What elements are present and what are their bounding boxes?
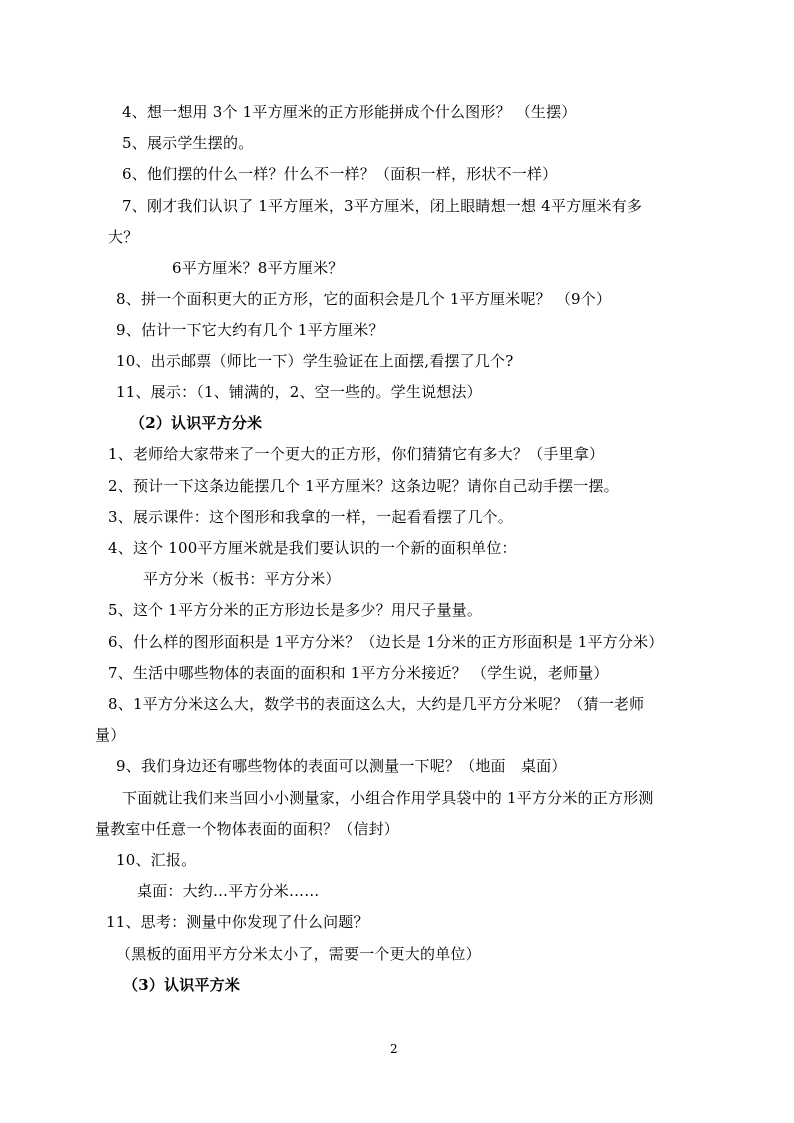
text-line-19: 8、1平方分米这么大，数学书的表面这么大，大约是几平方分米呢？（猜一老师 [108, 695, 645, 713]
text-line-4: 7、刚才我们认识了 1平方厘米，3平方厘米，闭上眼睛想一想 4平方厘米有多 [122, 197, 643, 215]
text-line-1: 4、想一想用 3个 1平方厘米的正方形能拼成个什么图形？ （生摆） [122, 103, 577, 121]
text-line-10: 11、展示：（1、铺满的，2、空一些的。学生说想法） [116, 383, 482, 401]
text-line-17: 6、什么样的图形面积是 1平方分米？（边长是 1分米的正方形面积是 1平方分米） [108, 633, 664, 651]
text-line-8: 9、估计一下它大约有几个 1平方厘米？ [116, 321, 384, 339]
text-line-12: 2、预计一下这条边能摆几个 1平方厘米？这条边呢？请你自己动手摆一摆。 [108, 477, 619, 495]
section-heading-2: （2）认识平方分米 [130, 414, 263, 432]
text-line-7: 8、拼一个面积更大的正方形，它的面积会是几个 1平方厘米呢？ （9个） [116, 290, 612, 308]
text-line-5: 大？ [108, 228, 139, 246]
text-line-11: 1、老师给大家带来了一个更大的正方形，你们猜猜它有多大？（手里拿） [108, 445, 605, 463]
text-line-27: （黑板的面用平方分米太小了，需要一个更大的单位） [116, 945, 481, 963]
text-line-24: 10、汇报。 [116, 851, 197, 869]
text-line-23: 量教室中任意一个物体表面的面积？（信封） [95, 820, 400, 838]
text-line-13: 3、展示课件：这个图形和我拿的一样，一起看看摆了几个。 [108, 508, 513, 526]
text-line-15: 平方分米（板书：平方分米） [143, 570, 341, 588]
text-line-14: 4、这个 100平方厘米就是我们要认识的一个新的面积单位： [108, 539, 517, 557]
text-line-9: 10、出示邮票（师比一下）学生验证在上面摆,看摆了几个? [116, 352, 514, 370]
section-heading-3: （3）认识平方米 [123, 976, 241, 994]
text-line-18: 7、生活中哪些物体的表面的面积和 1平方分米接近？ （学生说，老师量） [108, 664, 609, 682]
text-line-26: 11、思考：测量中你发现了什么问题？ [106, 913, 369, 931]
text-line-22: 下面就让我们来当回小小测量家，小组合作用学具袋中的 1平方分米的正方形测 [122, 789, 654, 807]
text-line-20: 量） [95, 726, 126, 744]
text-line-16: 5、这个 1平方分米的正方形边长是多少？用尺子量量。 [108, 601, 483, 619]
text-line-21: 9、我们身边还有哪些物体的表面可以测量一下呢？（地面 桌面） [116, 757, 567, 775]
text-line-25: 桌面：大约…平方分米…… [137, 882, 320, 900]
text-line-6: 6平方厘米？8平方厘米？ [172, 259, 344, 277]
text-line-3: 6、他们摆的什么一样？什么不一样？（面积一样，形状不一样） [122, 165, 558, 183]
text-line-2: 5、展示学生摆的。 [122, 134, 254, 152]
page-number: 2 [390, 1042, 398, 1056]
